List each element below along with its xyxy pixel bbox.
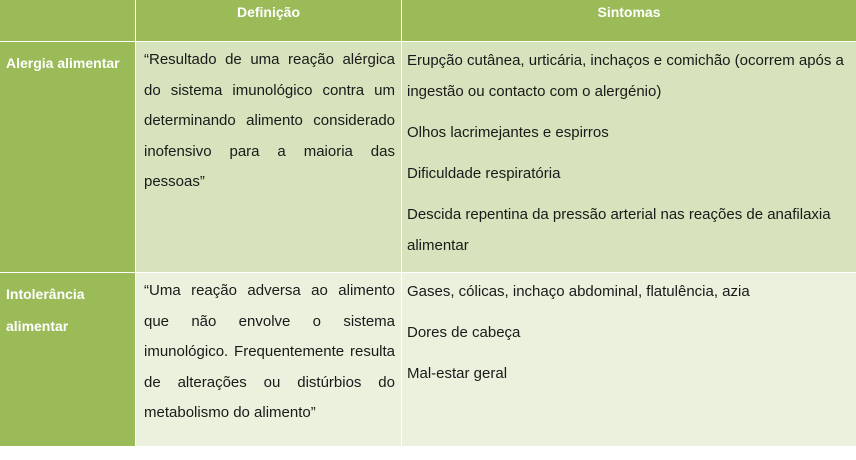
symptom-item: Gases, cólicas, inchaço abdominal, flatulência, azia <box>407 283 750 300</box>
symptom-item: Descida repentina da pressão arterial nas reações de anafilaxia alimentar <box>407 206 831 254</box>
row-label-food-allergy: Alergia alimentar <box>0 42 136 273</box>
header-definition: Definição <box>136 0 402 42</box>
symptom-item: Dores de cabeça <box>407 324 521 341</box>
header-corner-cell <box>0 0 136 42</box>
definition-food-intolerance: “Uma reação adversa ao alimento que não envolve o sistema imunológico. Frequentemente resulta de alterações ou distúrbios do metabolismo do alimento” <box>136 273 402 446</box>
symptom-item: Olhos lacrimejantes e espirros <box>407 124 609 141</box>
definition-food-allergy: “Resultado de uma reação alérgica do sistema imunológico contra um determinando alimento considerado inofensivo para a maioria das pessoas” <box>136 42 402 273</box>
symptoms-food-intolerance <box>402 273 856 446</box>
symptoms-food-allergy <box>402 42 856 273</box>
symptom-item: Mal-estar geral <box>407 365 508 382</box>
symptom-item: Erupção cutânea, urticária, inchaços e comichão (ocorrem após a ingestão ou contacto com o alergénio) <box>407 52 844 100</box>
header-symptoms: Sintomas <box>402 0 856 42</box>
symptom-item: Dificuldade respiratória <box>407 165 561 182</box>
row-label-food-intolerance: Intolerância alimentar <box>0 273 136 446</box>
